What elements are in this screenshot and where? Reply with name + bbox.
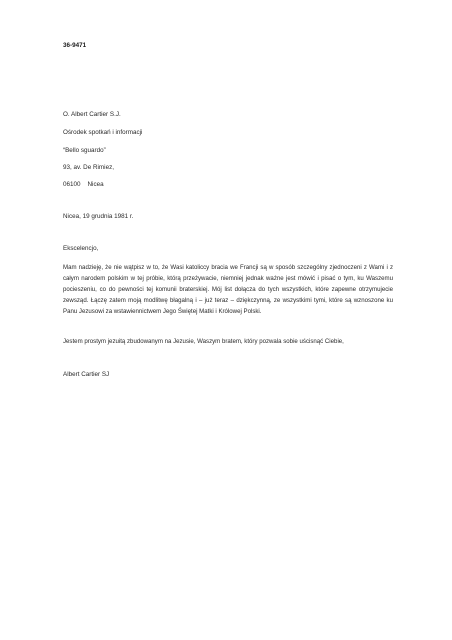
reference-number: 36-9471 (63, 42, 87, 49)
sender-city: 06100 Nicea (63, 181, 104, 188)
place-date: Nicea, 19 grudnia 1981 r. (63, 213, 134, 220)
closing-paragraph: Jestem prostym jezuitą zbudowanym na Jezusie, Waszym bratem, który pozwala sobie uścisnąć Ciebie, (63, 338, 344, 345)
sender-street: 93, av. De Rimiez, (63, 164, 114, 171)
salutation: Ekscelencjo, (63, 245, 99, 252)
sender-house: “Bello sguardo” (63, 147, 106, 154)
sender-organization: Ośrodek spotkań i informacji (63, 129, 143, 136)
body-paragraph: Mam nadzieję, że nie wątpisz w to, że Wasi katoliccy bracia we Francji są w sposób szczególny zjednoczeni z Wami i z całym narodem polskim w tej próbie, którą przeżywacie, niemniej jednak ważne jest mówić i pisać o tym, ku Waszemu pocieszeniu, co do pewności tej komunii braterskiej. Mój list dołącza do tych wszystkich, które zapewne otrzymujecie zewsząd. Łączę zatem moją modlitwę błagalną i – już teraz – dziękczynną, ze wszystkimi tymi, które są wznoszone ku Panu Jezusowi za wstawiennictwem Jego Świętej Matki i Królowej Polski. (63, 264, 393, 315)
sender-name: O. Albert Cartier S.J. (63, 111, 121, 118)
signature: Albert Cartier SJ (63, 371, 110, 378)
